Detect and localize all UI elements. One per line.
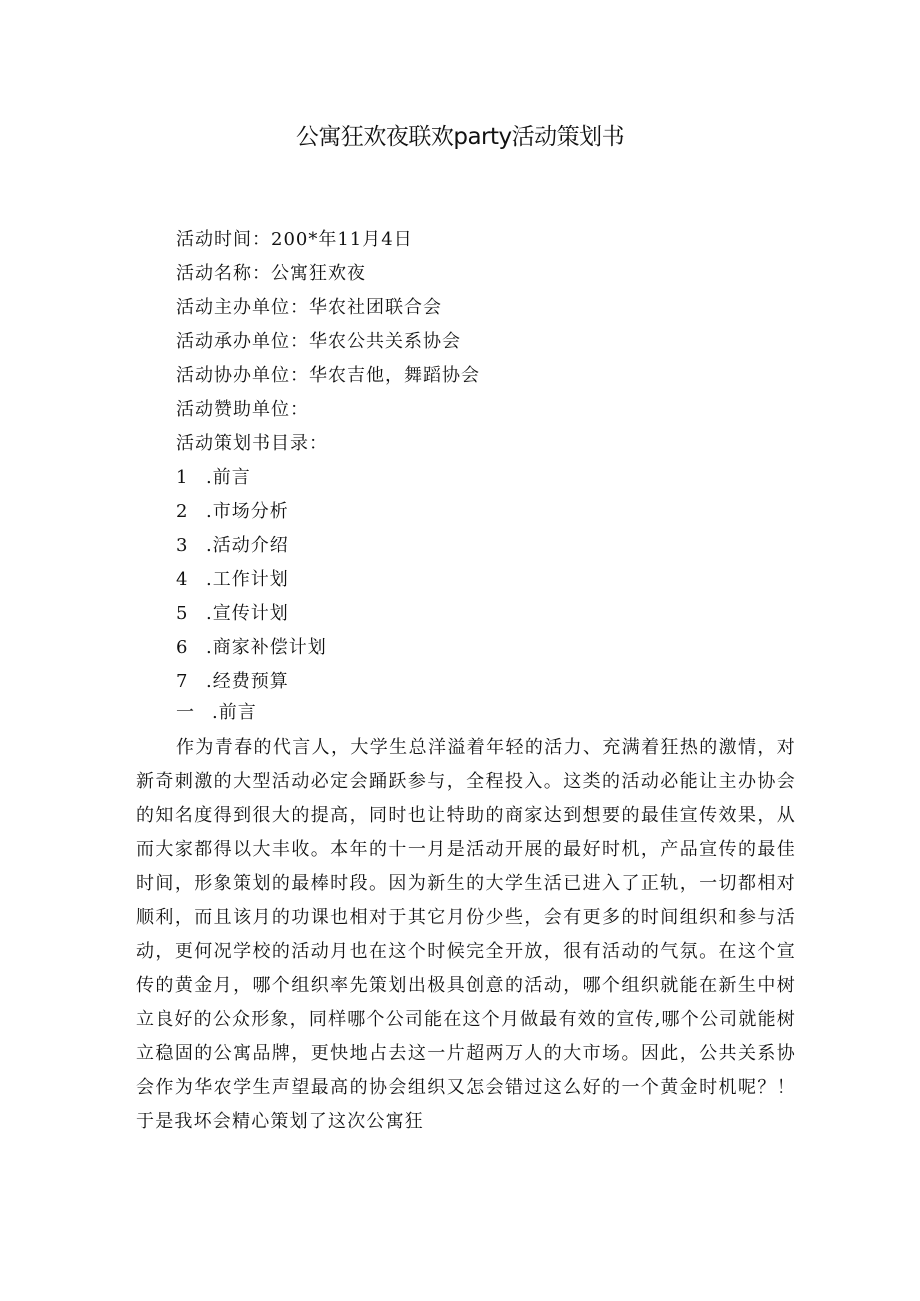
toc-item: [176, 461, 816, 495]
toc-item: [176, 563, 816, 597]
toc-item: [176, 631, 816, 665]
activity-sponsor: 活动赞助单位：: [176, 399, 309, 420]
activity-organizer: 活动主办单位：华农社团联合会: [176, 297, 442, 318]
activity-undertaker: 活动承办单位：华农公共关系协会: [176, 331, 461, 352]
toc-item: [176, 665, 816, 699]
toc-item-number: 3: [176, 535, 189, 556]
toc-item-number: 4: [176, 569, 189, 590]
section-label: .前言: [212, 702, 257, 723]
toc-item-number: 5: [176, 603, 189, 624]
toc-item-number: 7: [176, 671, 189, 692]
toc-item-number: 2: [176, 501, 189, 522]
toc-item-number: 6: [176, 637, 189, 658]
toc-item: [176, 597, 816, 631]
activity-co-organizer: 活动协办单位：华农吉他，舞蹈协会: [176, 365, 480, 386]
section-heading-preface: [176, 696, 257, 730]
activity-info-list: [176, 223, 816, 699]
toc-item-label: .活动介绍: [206, 535, 289, 556]
activity-name: 活动名称：公寓狂欢夜: [176, 263, 366, 284]
toc-item-label: .宣传计划: [206, 603, 289, 624]
toc-heading: 活动策划书目录：: [176, 433, 328, 454]
toc-item: [176, 495, 816, 529]
toc-item-label: .商家补偿计划: [206, 637, 327, 658]
toc-item-number: 1: [176, 467, 189, 488]
section-number: 一: [176, 702, 195, 723]
toc-item-label: .市场分析: [206, 501, 289, 522]
toc-item-label: .经费预算: [206, 671, 289, 692]
document-title: 公寓狂欢夜联欢party活动策划书: [295, 124, 625, 150]
toc-item-label: .前言: [206, 467, 251, 488]
toc-item-label: .工作计划: [206, 569, 289, 590]
preface-paragraph: 作为青春的代言人，大学生总洋溢着年轻的活力、充满着狂热的激情，对新奇刺激的大型活动必定会踊跃参与，全程投入。这类的活动必能让主办协会的知名度得到很大的提高，同时也让特助的商家达到想要的最佳宣传效果，从而大家都得以大丰收。本年的十一月是活动开展的最好时机，产品宣传的最佳时间，形象策划的最棒时段。因为新生的大学生活已进入了正轨，一切都相对顺利，而且该月的功课也相对于其它月份少些，会有更多的时间组织和参与活动，更何况学校的活动月也在这个时候完全开放，很有活动的气氛。在这个宣传的黄金月，哪个组织率先策划出极具创意的活动，哪个组织就能在新生中树立良好的公众形象，同样哪个公司能在这个月做最有效的宣传,哪个公司就能树立稳固的公寓品牌，更快地占去这一片超两万人的大市场。因此，公共关系协会作为华农学生声望最高的协会组织又怎会错过这么好的一个黄金时机呢？！于是我坏会精心策划了这次公寓狂: [136, 737, 796, 1132]
toc-item: [176, 529, 816, 563]
activity-time: 活动时间：200*年11月4日: [176, 229, 413, 250]
